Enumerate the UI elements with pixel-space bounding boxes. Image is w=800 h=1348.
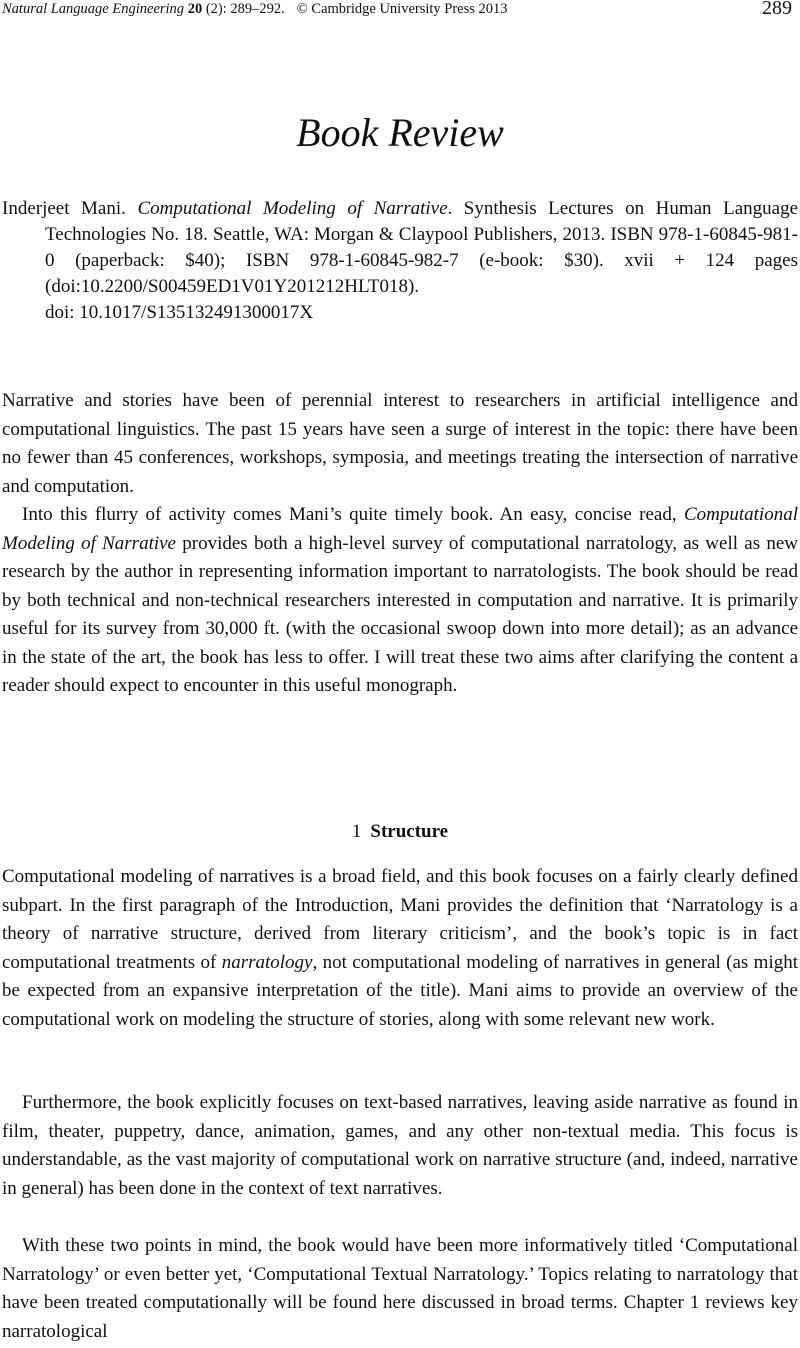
intro-paragraph-2 (2, 501, 798, 701)
intro-p2-start: Into this flurry of activity comes Mani’s quite timely book. An easy, concise read, (22, 504, 684, 525)
intro-p2-book-title: Computational Modeling of Narrative (2, 504, 798, 554)
section1-p1-end: , not computational modeling of narratives in general (as might be expected from an expansive interpretation of the title). Mani aims to provide an overview of the computational work on modeling the structure of stories, along with some relevant new work. (2, 951, 799, 1030)
citation-book-title: Computational Modeling of Narrative (137, 198, 448, 219)
section-title: Structure (370, 821, 449, 842)
page-title: Book Review (296, 110, 504, 155)
section-number: 1 (351, 821, 362, 842)
running-head (2, 0, 798, 22)
citation-text (2, 196, 798, 326)
section1-paragraph-2: Furthermore, the book explicitly focuses on text-based narratives, leaving aside narrative as found in film, theater, puppetry, dance, animation, games, and any other non-textual media. This focus is understandable, as the vast majority of computational work on narrative structure (and, indeed, narrative in general) has been done in the context of text narratives. (2, 1092, 798, 1199)
section1-paragraph-3: With these two points in mind, the book would have been more informatively titled ‘Computational Narratology’ or even better yet, ‘Computational Textual Narratology.’ Topics relating to narratology that have been treated computationally will be found here discussed in broad terms. Chapter 1 reviews key narratological (2, 1235, 798, 1342)
citation-author: Inderjeet Mani. (2, 198, 126, 219)
intro-p2-end: provides both a high-level survey of computational narratology, as well as new research by the author in representing information important to narratologists. The book should be read by both technical and non-technical researchers interested in computation and narrative. It is primarily useful for its survey from 30,000 ft. (with the occasional swoop down into more detail); as an advance in the state of the art, the book has less to offer. I will treat these two aims after clarifying the content a reader should expect to encounter in this useful monograph. (2, 532, 799, 696)
copyright-notice: © Cambridge University Press 2013 (296, 1, 508, 17)
book-citation (2, 196, 798, 326)
journal-issue-pages: (2): 289–292. (205, 1, 285, 17)
page-number: 289 (762, 0, 792, 19)
section1-p1-start: Computational modeling of narratives is a broad field, and this book focuses on a fairly clearly defined subpart. In the first paragraph of the Introduction, Mani provides the definition that ‘Narratology is a theory of narrative structure, derived from literary criticism’, and the book’s topic is in fact computational treatments of (2, 866, 798, 973)
citation-doi: doi: 10.1017/S135132491300017X (45, 302, 314, 323)
section1-paragraph-1 (2, 863, 798, 1034)
journal-volume: 20 (187, 1, 203, 17)
intro-paragraph-1: Narrative and stories have been of perennial interest to researchers in artificial intelligence and computational linguistics. The past 15 years have seen a surge of interest in the topic: there have been no fewer than 45 conferences, workshops, symposia, and meetings treating the intersection of narrative and computation. (2, 390, 798, 497)
section-heading (0, 818, 800, 846)
journal-name: Natural Language Engineering (2, 1, 185, 17)
section1-p1-italic: narratology (221, 951, 313, 973)
running-head-citation (2, 0, 508, 18)
citation-details: . Synthesis Lectures on Human Language Technologies No. 18. Seattle, WA: Morgan & Claypool Publishers, 2013. ISBN 978-1-60845-981-0 (paperback: $40); ISBN 978-1-60845-982-7 (e-book: $30). xvii + 124 pages (doi:10.2200/S00459ED1V01Y201212HLT018). (45, 198, 798, 297)
